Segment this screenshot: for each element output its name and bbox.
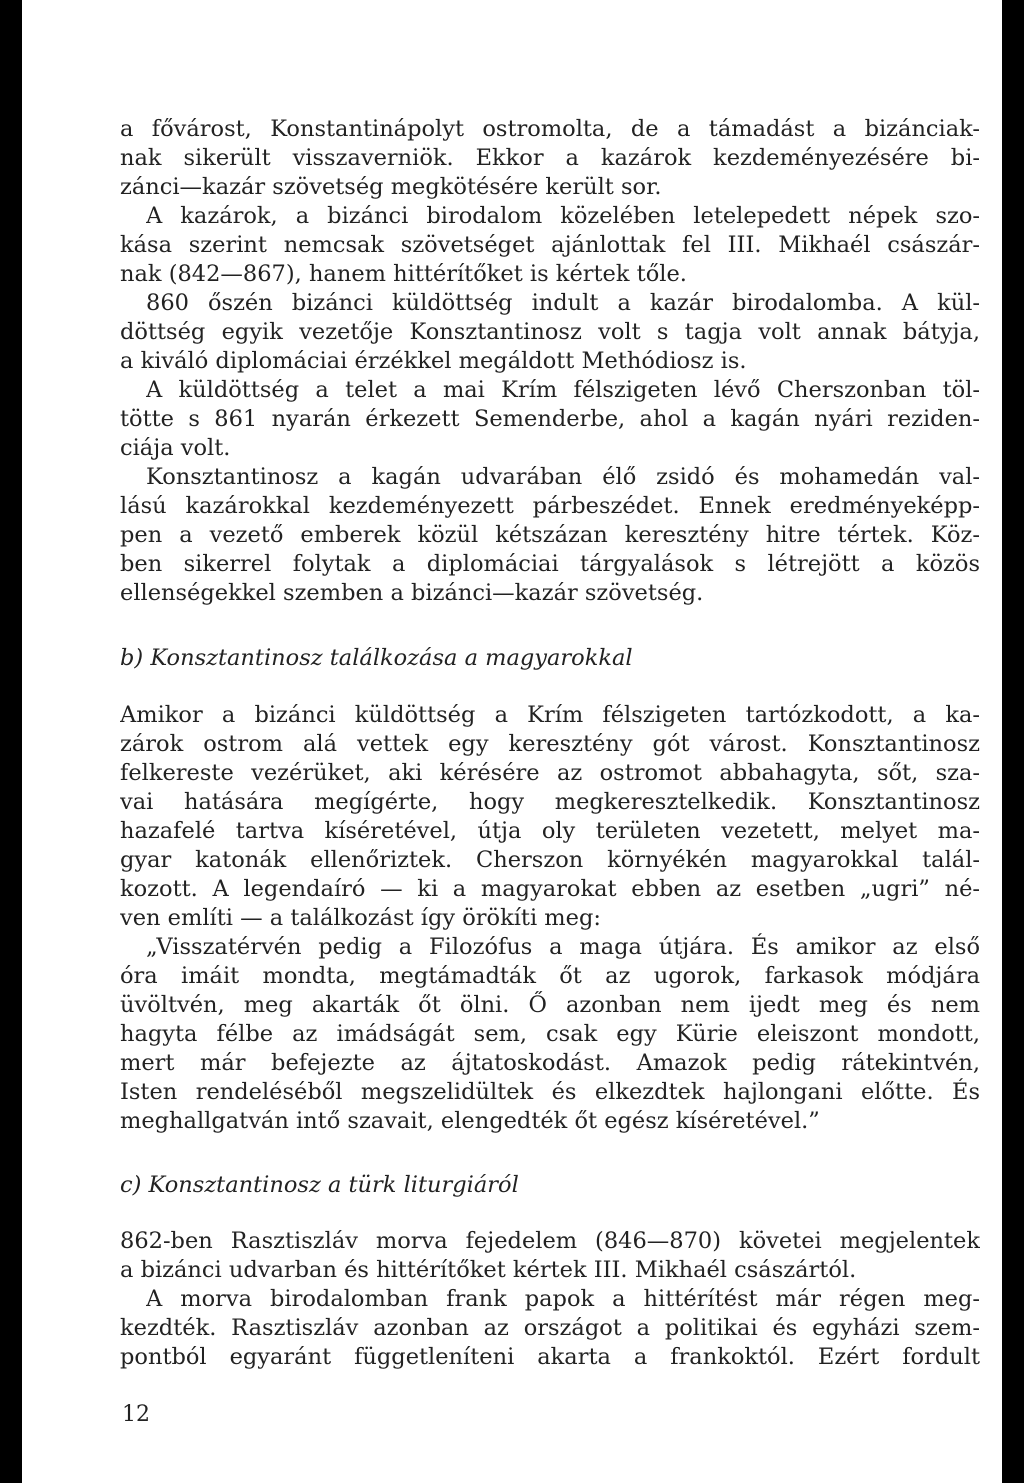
book-page <box>22 0 1002 1483</box>
text-line: zárok ostrom alá vettek egy keresztény gót várost. Konsztantinosz <box>120 731 980 757</box>
text-line: ellenségekkel szemben a bizánci—kazár szövetség. <box>120 580 704 606</box>
page-number: 12 <box>122 1402 150 1427</box>
text-line: a kiváló diplomáciai érzékkel megáldott Methódiosz is. <box>120 348 747 374</box>
text-line: felkereste vezérüket, aki kérésére az ostromot abbahagyta, sőt, sza- <box>120 760 980 786</box>
text-line: kása szerint nemcsak szövetséget ajánlottak fel III. Mikhaél császár- <box>120 232 980 258</box>
quote-line: üvöltvén, meg akarták őt ölni. Ő azonban nem ijedt meg és nem <box>120 992 980 1018</box>
text-line: Konsztantinosz a kagán udvarában élő zsidó és mohamedán val- <box>146 464 980 490</box>
text-line: Amikor a bizánci küldöttség a Krím félszigeten tartózkodott, a ka- <box>120 702 980 728</box>
text-line: kezdték. Rasztiszláv azonban az országot a politikai és egyházi szem- <box>120 1315 980 1341</box>
text-line: hazafelé tartva kíséretével, útja oly területen vezetett, melyet ma- <box>120 818 980 844</box>
quote-line: Isten rendeléséből megszelidültek és elkezdtek hajlongani előtte. És <box>120 1079 980 1105</box>
quote-line: mert már befejezte az ájtatoskodást. Amazok pedig rátekintvén, <box>120 1050 980 1076</box>
text-line: lású kazárokkal kezdeményezett párbeszédet. Ennek eredményeképp- <box>120 493 980 519</box>
text-line: pen a vezető emberek közül kétszázan keresztény hitre tértek. Köz- <box>120 522 980 548</box>
quote-line: óra imáit mondta, megtámadták őt az ugorok, farkasok módjára <box>120 963 980 989</box>
text-line: A küldöttség a telet a mai Krím félszigeten lévő Cherszonban töl- <box>146 377 980 403</box>
section-heading: c) Konsztantinosz a türk liturgiáról <box>120 1172 519 1198</box>
text-line: nak (842—867), hanem hittérítőket is kértek tőle. <box>120 261 687 287</box>
text-line: 860 őszén bizánci küldöttség indult a kazár birodalomba. A kül- <box>146 290 980 316</box>
text-line: pontból egyaránt függetleníteni akarta a frankoktól. Ezért fordult <box>120 1344 980 1370</box>
section-heading: b) Konsztantinosz találkozása a magyarokkal <box>120 645 633 671</box>
text-line: vai hatására megígérte, hogy megkeresztelkedik. Konsztantinosz <box>120 789 980 815</box>
text-line: tötte s 861 nyarán érkezett Semenderbe, ahol a kagán nyári reziden- <box>120 406 980 432</box>
text-line: 862-ben Rasztiszláv morva fejedelem (846—870) követei megjelentek <box>120 1228 980 1254</box>
text-line: ciája volt. <box>120 435 231 461</box>
text-line: döttség egyik vezetője Konsztantinosz volt s tagja volt annak bátyja, <box>120 319 980 345</box>
text-line: ben sikerrel folytak a diplomáciai tárgyalások s létrejött a közös <box>120 551 980 577</box>
text-line: zánci—kazár szövetség megkötésére került sor. <box>120 174 662 200</box>
text-line: ven említi — a találkozást így örökíti meg: <box>120 905 601 931</box>
quote-line: hagyta félbe az imádságát sem, csak egy Kürie eleiszont mondott, <box>120 1021 980 1047</box>
quote-line: „Visszatérvén pedig a Filozófus a maga útjára. És amikor az első <box>146 934 980 960</box>
text-line: kozott. A legendaíró — ki a magyarokat ebben az esetben „ugri” né- <box>120 876 980 902</box>
text-line: nak sikerült visszaverniök. Ekkor a kazárok kezdeményezésére bi- <box>120 145 980 171</box>
text-line: a bizánci udvarban és hittérítőket kértek III. Mikhaél császártól. <box>120 1257 857 1283</box>
quote-line: meghallgatván intő szavait, elengedték őt egész kíséretével.” <box>120 1108 820 1134</box>
text-line: a fővárost, Konstantinápolyt ostromolta, de a támadást a bizánciak- <box>120 116 980 142</box>
text-line: A morva birodalomban frank papok a hittérítést már régen meg- <box>146 1286 980 1312</box>
text-line: gyar katonák ellenőriztek. Cherszon környékén magyarokkal talál- <box>120 847 980 873</box>
text-line: A kazárok, a bizánci birodalom közelében letelepedett népek szo- <box>146 203 980 229</box>
